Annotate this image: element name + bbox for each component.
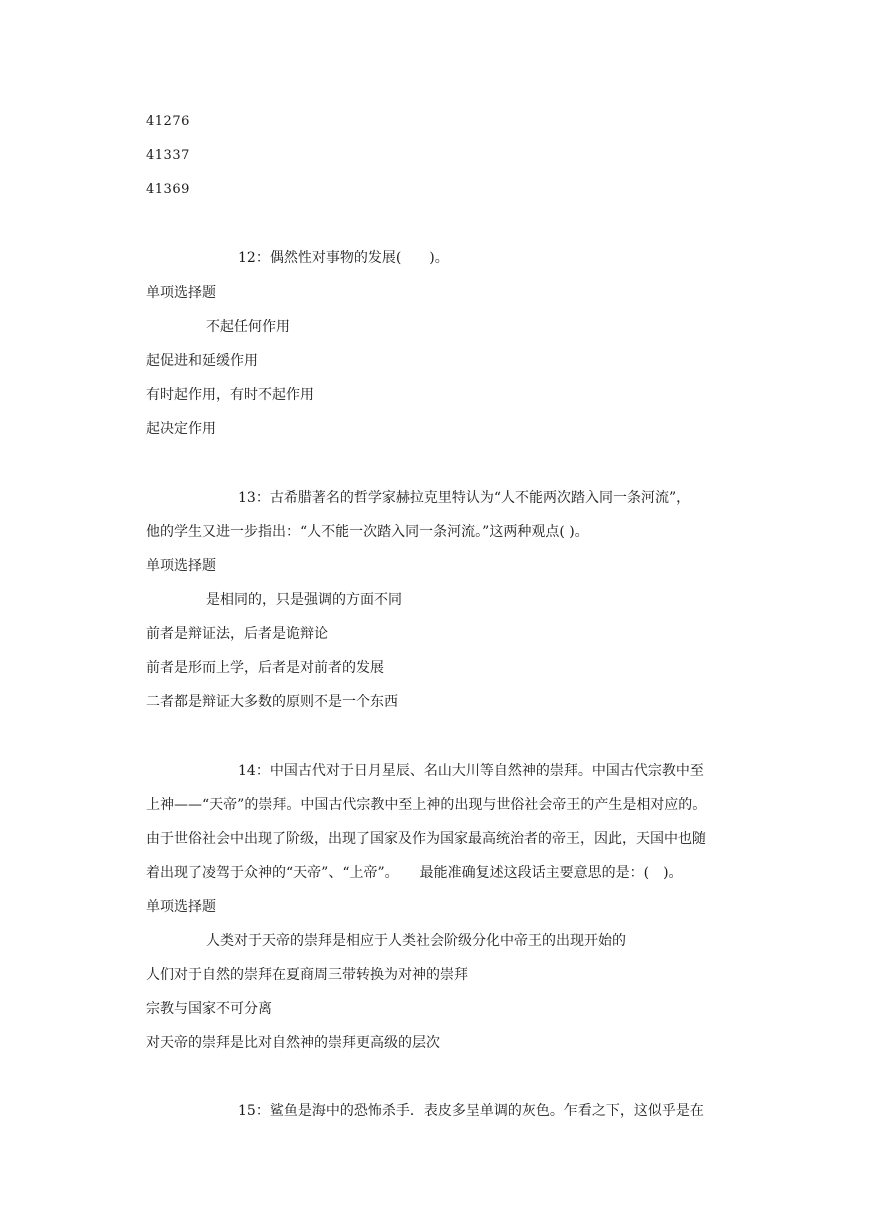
q13-type: 单项选择题 bbox=[146, 558, 216, 574]
q15-stem-line1: 15：鲨鱼是海中的恐怖杀手．表皮多呈单调的灰色。乍看之下，这似乎是在 bbox=[238, 1103, 704, 1119]
q14-stem-line4: 着出现了凌驾于众神的“天帝”、“上帝”。 最能准确复述这段话主要意思的是：( )。 bbox=[146, 865, 683, 881]
q13-option-a: 是相同的，只是强调的方面不同 bbox=[206, 592, 402, 608]
q14-option-c: 宗教与国家不可分离 bbox=[146, 1001, 272, 1017]
q12-stem: 12：偶然性对事物的发展( )。 bbox=[238, 250, 449, 266]
q14-stem-line1: 14：中国古代对于日月星辰、名山大川等自然神的崇拜。中国古代宗教中至 bbox=[238, 763, 704, 779]
q12-option-c: 有时起作用，有时不起作用 bbox=[146, 387, 314, 403]
q14-option-a: 人类对于天帝的崇拜是相应于人类社会阶级分化中帝王的出现开始的 bbox=[206, 933, 626, 949]
q13-option-b: 前者是辩证法，后者是诡辩论 bbox=[146, 626, 328, 642]
q13-option-c: 前者是形而上学，后者是对前者的发展 bbox=[146, 660, 384, 676]
prev-option-1: 41276 bbox=[146, 114, 190, 129]
q14-option-b: 人们对于自然的崇拜在夏商周三带转换为对神的崇拜 bbox=[146, 967, 468, 983]
q12-option-b: 起促进和延缓作用 bbox=[146, 353, 258, 369]
prev-option-2: 41337 bbox=[146, 148, 190, 163]
q13-stem-line1: 13：古希腊著名的哲学家赫拉克里特认为“人不能两次踏入同一条河流”， bbox=[238, 490, 691, 506]
q12-type: 单项选择题 bbox=[146, 285, 216, 301]
q14-type: 单项选择题 bbox=[146, 899, 216, 915]
q12-option-d: 起决定作用 bbox=[146, 421, 216, 437]
q14-stem-line3: 由于世俗社会中出现了阶级，出现了国家及作为国家最高统治者的帝王，因此，天国中也随 bbox=[146, 831, 706, 847]
prev-option-3: 41369 bbox=[146, 182, 190, 197]
q14-stem-line2: 上神——“天帝”的崇拜。中国古代宗教中至上神的出现与世俗社会帝王的产生是相对应的。 bbox=[146, 797, 707, 813]
q12-option-a: 不起任何作用 bbox=[206, 319, 290, 335]
q14-option-d: 对天帝的崇拜是比对自然神的崇拜更高级的层次 bbox=[146, 1035, 440, 1051]
q13-option-d: 二者都是辩证大多数的原则不是一个东西 bbox=[146, 694, 398, 710]
q13-stem-line2: 他的学生又进一步指出：“人不能一次踏入同一条河流。”这两种观点( )。 bbox=[146, 524, 589, 540]
